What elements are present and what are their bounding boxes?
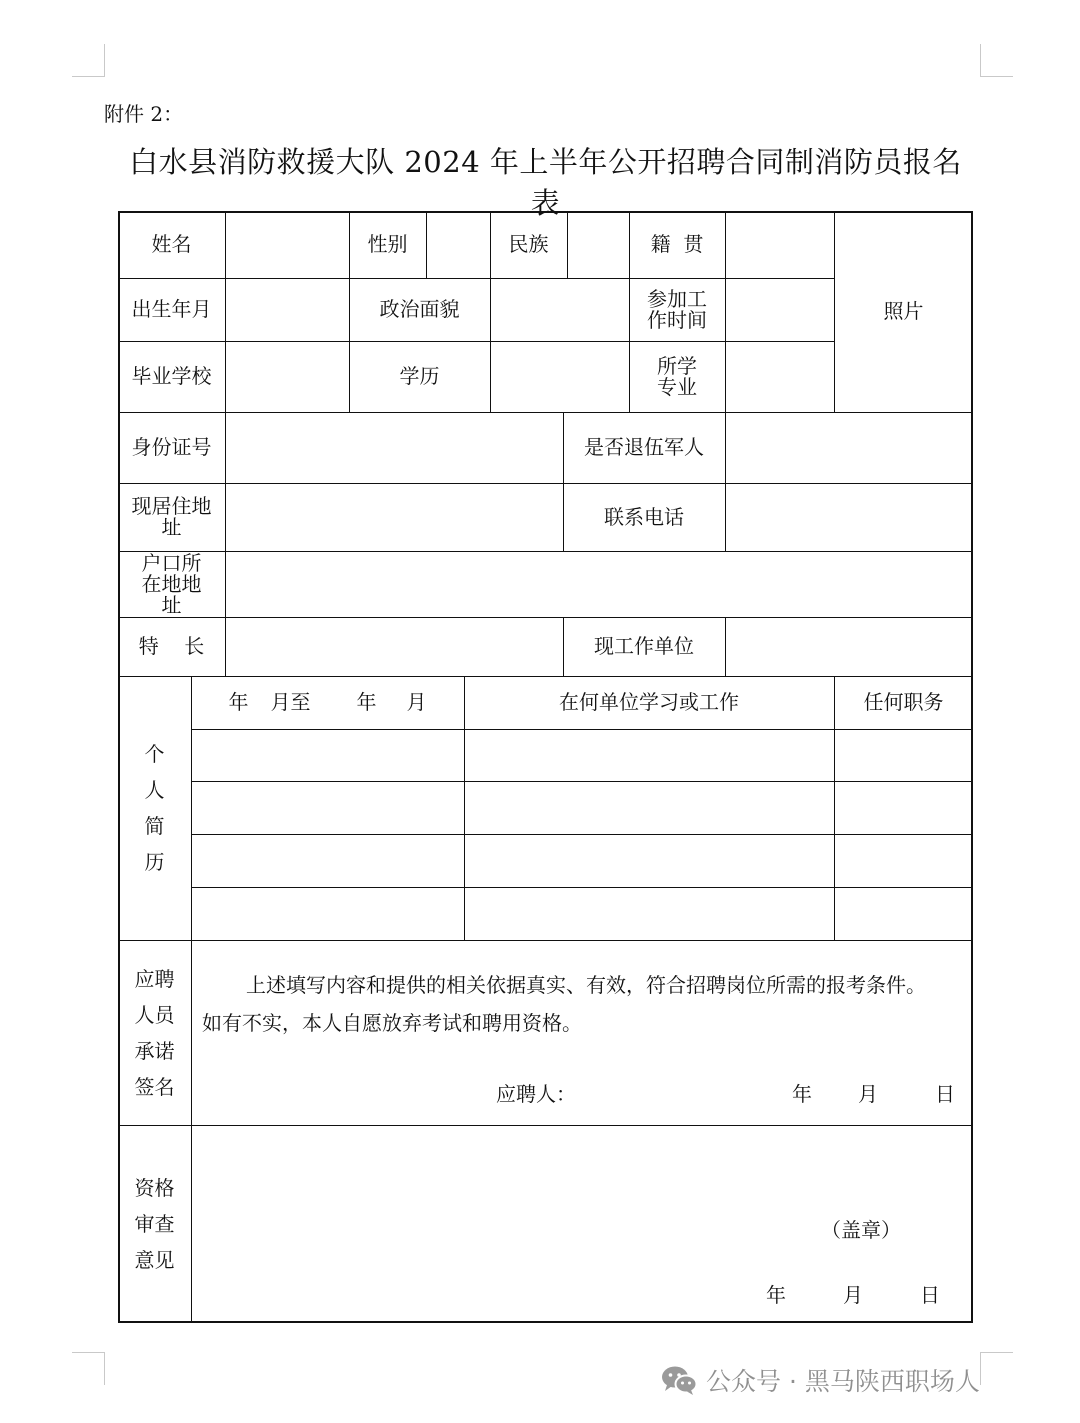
pledge-label-line: 签名 (134, 1074, 175, 1099)
address-label-line: 址 (161, 515, 182, 539)
attachment-label: 附件 2： (104, 102, 184, 126)
review-date-day: 日 (920, 1283, 940, 1307)
native-place-label: 籍 贯 (650, 232, 704, 256)
rule (118, 1125, 973, 1126)
work-start-label-line: 参加工 (647, 286, 707, 311)
resume-cell[interactable] (834, 834, 973, 887)
phone-field[interactable] (725, 483, 973, 551)
resume-label-char: 人 (144, 778, 165, 802)
ethnicity-field[interactable] (567, 211, 629, 278)
registration-form (118, 211, 973, 1323)
major-label-line: 专业 (657, 374, 697, 399)
name-label: 姓名 (151, 232, 192, 256)
resume-cell[interactable] (191, 887, 464, 940)
review-label-line: 资格 (134, 1176, 175, 1200)
address-field[interactable] (225, 483, 563, 551)
pledge-text-line2: 如有不实，本人自愿放弃考试和聘用资格。 (202, 1011, 582, 1035)
pledge-label-line: 应聘 (134, 966, 175, 991)
education-field[interactable] (490, 341, 629, 412)
resume-cell[interactable] (834, 887, 973, 940)
review-label-line: 审查 (134, 1212, 175, 1236)
work-start-field[interactable] (725, 278, 834, 341)
crop-mark-top-left (72, 44, 105, 77)
education-label: 学历 (399, 364, 440, 388)
pledge-label-line: 承诺 (134, 1038, 175, 1063)
photo-box[interactable]: 照片 (883, 299, 924, 323)
watermark (660, 1362, 980, 1398)
gender-field[interactable] (426, 211, 490, 278)
period-year: 年 (356, 690, 377, 714)
applicant-signature-label: 应聘人： (496, 1082, 576, 1106)
native-place-field[interactable] (725, 211, 834, 278)
resume-period-header (191, 676, 464, 729)
review-date-month: 月 (843, 1283, 863, 1307)
review-section-label (118, 1125, 191, 1323)
resume-label-char: 个 (144, 742, 165, 766)
hukou-field[interactable] (225, 551, 973, 617)
hukou-label-line: 在地地 (141, 571, 202, 596)
resume-cell[interactable] (464, 887, 834, 940)
school-field[interactable] (225, 341, 349, 412)
resume-position-header: 任何职务 (863, 690, 944, 714)
employer-label: 现工作单位 (594, 634, 694, 658)
crop-mark-bottom-left (72, 1352, 105, 1385)
resume-cell[interactable] (191, 729, 464, 781)
review-label-line: 意见 (134, 1248, 175, 1272)
resume-label-char: 历 (144, 850, 165, 874)
phone-label: 联系电话 (604, 504, 684, 529)
veteran-label: 是否退伍军人 (584, 435, 704, 459)
resume-unit-header: 在何单位学习或工作 (559, 690, 739, 714)
school-label: 毕业学校 (131, 364, 212, 388)
major-field[interactable] (725, 341, 834, 412)
pledge-date-day: 日 (935, 1082, 955, 1106)
pledge-date-year: 年 (792, 1082, 812, 1106)
work-start-label-line: 作时间 (647, 307, 707, 332)
id-number-label: 身份证号 (131, 435, 212, 459)
id-number-field[interactable] (225, 412, 563, 483)
birth-date-field[interactable] (225, 278, 349, 341)
political-status-field[interactable] (490, 278, 629, 341)
employer-field[interactable] (725, 617, 973, 676)
address-label (118, 483, 225, 551)
rule (118, 940, 973, 941)
major-label (629, 341, 725, 412)
hukou-label-line: 址 (161, 592, 182, 617)
watermark-text: 公众号 · 黑马陕西职场人 (706, 1367, 980, 1396)
ethnicity-label: 民族 (508, 232, 549, 256)
resume-cell[interactable] (834, 781, 973, 834)
address-label-line: 现居住地 (131, 494, 212, 518)
pledge-label-line: 人员 (134, 1002, 175, 1027)
form-title: 白水县消防救援大队 2024 年上半年公开招聘合同制消防员报名表 (129, 145, 962, 220)
resume-cell[interactable] (834, 729, 973, 781)
pledge-text-line1: 上述填写内容和提供的相关依据真实、有效，符合招聘岗位所需的报考条件。 (246, 973, 926, 997)
period-month: 月 (406, 690, 427, 714)
crop-mark-top-right (980, 44, 1013, 77)
resume-cell[interactable] (464, 729, 834, 781)
resume-section-label (118, 676, 191, 940)
resume-cell[interactable] (191, 834, 464, 887)
political-status-label: 政治面貌 (379, 297, 460, 321)
birth-date-label: 出生年月 (131, 297, 212, 321)
resume-cell[interactable] (464, 834, 834, 887)
resume-cell[interactable] (191, 781, 464, 834)
resume-label-char: 简 (144, 814, 165, 838)
pledge-section-label (118, 940, 191, 1125)
hukou-label (118, 551, 225, 617)
hukou-label-line: 户口所 (141, 550, 202, 575)
specialty-label: 特 长 (138, 634, 205, 658)
crop-mark-bottom-right (980, 1352, 1013, 1385)
wechat-icon (660, 1364, 698, 1396)
review-date-year: 年 (766, 1283, 786, 1307)
seal-label: （盖章） (821, 1218, 901, 1242)
period-month-to: 月至 (270, 690, 311, 714)
name-field[interactable] (225, 211, 349, 278)
work-start-label (629, 278, 725, 341)
resume-cell[interactable] (464, 781, 834, 834)
pledge-date-month: 月 (858, 1082, 878, 1106)
veteran-field[interactable] (725, 412, 973, 483)
specialty-field[interactable] (225, 617, 563, 676)
gender-label: 性别 (367, 232, 408, 256)
period-year: 年 (228, 690, 249, 714)
major-label-line: 所学 (657, 353, 697, 378)
